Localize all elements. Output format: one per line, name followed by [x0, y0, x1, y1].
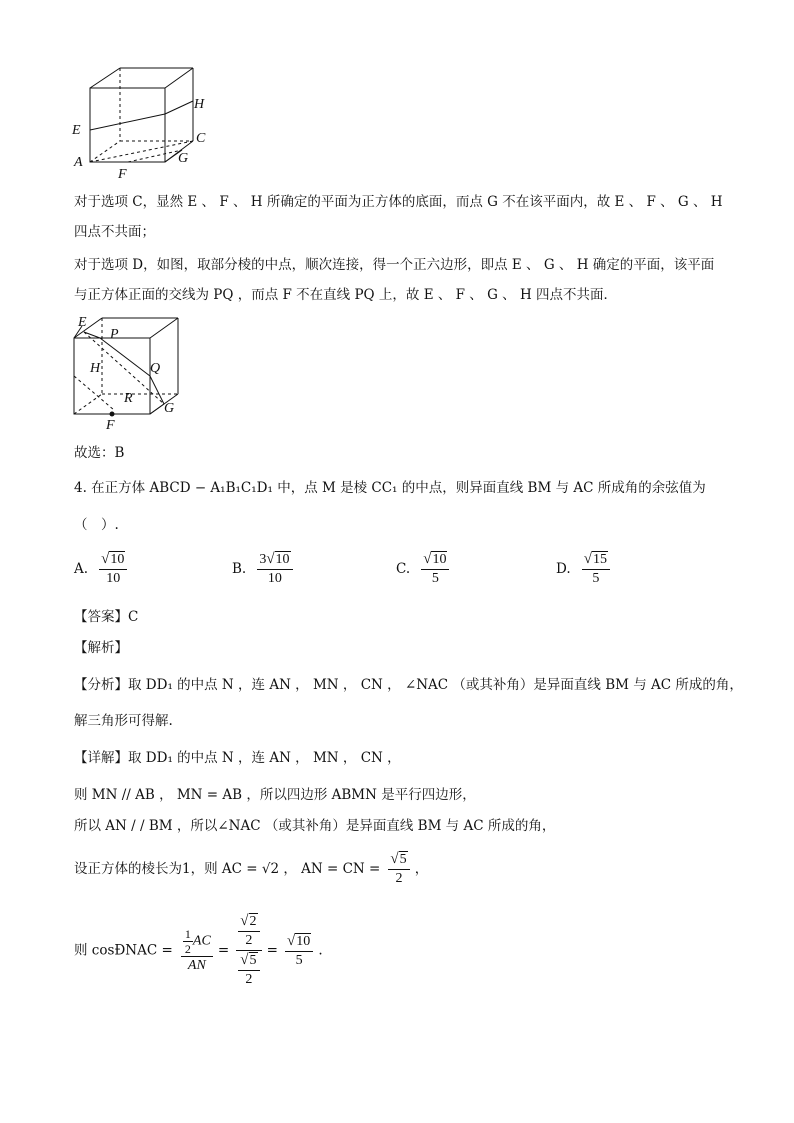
label-G: G: [178, 151, 189, 166]
f2-den-radicand: 5: [249, 953, 257, 968]
line5-suffix: .: [318, 942, 323, 959]
option-c[interactable]: C. $\frac{√10}{5}$: [396, 550, 449, 588]
xiangjie-line5: 则 cosÐNAC = $\frac{1}{2}$ AC AN = $\frac{\frac{√2}{2}}{\frac{√5}{2}}$ = $\frac{√10}{5}$ .: [74, 913, 323, 987]
question-line2: （ ）.: [74, 517, 119, 533]
cube-figure-1: [70, 62, 220, 184]
question-line1: 4. 在正方体 ABCD − A₁B₁C₁D₁ 中，点 M 是棱 CC₁ 的中点，则异面直线 BM 与 AC 所成角的余弦值为: [74, 480, 706, 496]
label-H: H: [194, 97, 205, 112]
option-letter: D.: [556, 561, 571, 577]
f1-den: AN: [187, 957, 206, 973]
line4-denominator: 2: [395, 871, 403, 886]
coef-den: 2: [184, 941, 191, 956]
answer-prev: 故选：B: [74, 445, 125, 461]
label-F: F: [106, 418, 115, 433]
line5-prefix: 则 cosÐNAC =: [74, 942, 173, 959]
f2-num-radicand: 2: [249, 914, 257, 929]
fenxi-line2: 解三角形可得解.: [74, 713, 173, 729]
f2-den-den: 2: [245, 972, 253, 987]
option-a[interactable]: A. $\frac{√10}{10}$: [74, 550, 127, 588]
label-R: R: [124, 391, 133, 406]
option-letter: B.: [232, 561, 247, 577]
option-coefficient: 3: [259, 552, 267, 567]
para-d-line1: 对于选项 D，如图，取部分棱的中点，顺次连接，得一个正六边形，即点 E 、 G 、 H 确定的平面，该平面: [74, 257, 715, 273]
option-radicand: 15: [592, 552, 607, 567]
para-c-line1: 对于选项 C，显然 E 、 F 、 H 所确定的平面为正方体的底面，而点 G 不在该平面内，故 E 、 F 、 G 、 H: [74, 194, 723, 210]
option-d[interactable]: D. $\frac{√15}{5}$: [556, 550, 610, 588]
option-denominator: 5: [431, 571, 439, 586]
label-A: A: [74, 155, 83, 170]
option-b[interactable]: B. $\frac{3√10}{10}$: [232, 550, 293, 588]
option-denominator: 10: [106, 571, 121, 586]
coef-num: 1: [184, 926, 191, 941]
fenxi-line1: 【分析】取 DD₁ 的中点 N ，连 AN ， MN ， CN ， ∠NAC （或其补角）是异面直线 BM 与 AC 所成的角，: [74, 677, 743, 693]
f1-num-var: AC: [192, 933, 211, 949]
option-radicand: 10: [275, 552, 290, 567]
option-radicand: 10: [110, 552, 125, 567]
point-F: [110, 412, 115, 417]
option-denominator: 5: [592, 571, 600, 586]
label-E: E: [78, 315, 87, 330]
result-radicand: 10: [296, 933, 311, 949]
f2-num-den: 2: [245, 933, 253, 948]
label-F: F: [118, 167, 127, 182]
xiangjie-line3: 所以 AN / / BM ，所以∠NAC （或其补角）是异面直线 BM 与 AC 所成的角，: [74, 818, 556, 834]
answer-label: 【答案】C: [74, 609, 139, 625]
result-den: 5: [295, 952, 303, 968]
cube-figure-2: [70, 312, 200, 434]
xiangjie-line4: 设正方体的棱长为1，则 AC = √2 ， AN = CN = $\frac{√5}{2}$ ，: [74, 851, 429, 886]
xiangjie-line2: 则 MN // AB ， MN = AB ，所以四边形 ABMN 是平行四边形，: [74, 787, 476, 803]
label-E: E: [72, 123, 81, 138]
para-d-line2: 与正方体正面的交线为 PQ ，而点 F 不在直线 PQ 上，故 E 、 F 、 G 、 H 四点不共面．: [74, 287, 618, 303]
option-letter: A.: [74, 561, 89, 577]
line4-prefix: 设正方体的棱长为1，则 AC = √2 ， AN = CN =: [74, 861, 381, 877]
label-C: C: [196, 131, 206, 146]
para-c-line2: 四点不共面；: [74, 224, 155, 240]
option-denominator: 10: [267, 571, 282, 586]
label-P: P: [110, 327, 119, 342]
label-Q: Q: [150, 361, 161, 376]
line4-suffix: ，: [414, 861, 429, 877]
label-G: G: [164, 401, 175, 416]
label-H: H: [90, 361, 101, 376]
line4-radicand: 5: [399, 852, 407, 867]
analysis-label: 【解析】: [74, 640, 128, 656]
option-radicand: 10: [432, 552, 447, 567]
option-letter: C.: [396, 561, 411, 577]
xiangjie-line1: 【详解】取 DD₁ 的中点 N ，连 AN ， MN ， CN ，: [74, 750, 401, 766]
